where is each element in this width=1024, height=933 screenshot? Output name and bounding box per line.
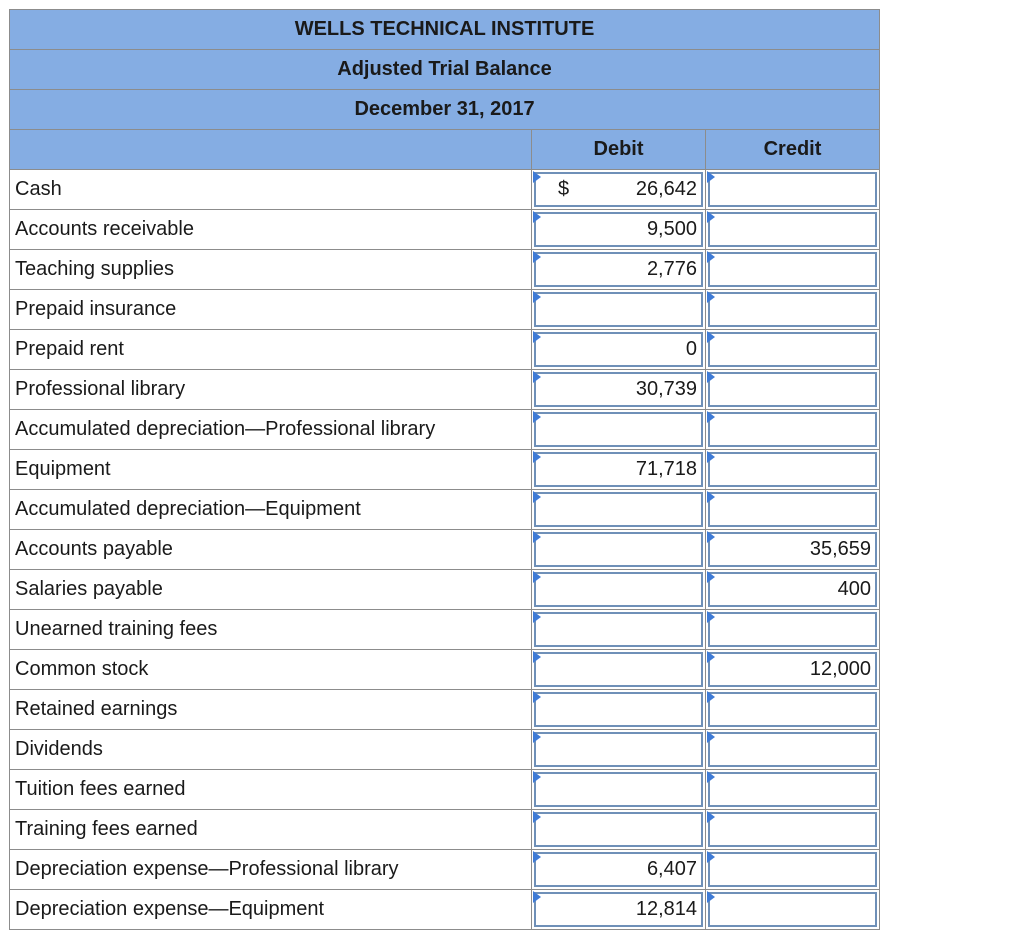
credit-cell [706, 370, 880, 410]
account-name: Depreciation expense—Professional library [10, 850, 532, 890]
debit-input[interactable] [534, 532, 703, 567]
account-name: Accounts receivable [10, 210, 532, 250]
currency-symbol: $ [558, 178, 570, 200]
cell-marker-icon [707, 491, 715, 503]
cell-marker-icon [707, 891, 715, 903]
credit-cell [706, 810, 880, 850]
report-date: December 31, 2017 [10, 90, 880, 130]
debit-cell [532, 770, 706, 810]
table-row [10, 290, 880, 330]
table-row [10, 370, 880, 410]
credit-input[interactable] [708, 412, 877, 447]
table-row [10, 490, 880, 530]
account-name: Equipment [10, 450, 532, 490]
credit-cell [706, 570, 880, 610]
cell-marker-icon [707, 451, 715, 463]
debit-cell [532, 490, 706, 530]
account-name: Common stock [10, 650, 532, 690]
account-name: Accounts payable [10, 530, 532, 570]
credit-input[interactable] [708, 492, 877, 527]
header-row-company [10, 10, 880, 50]
debit-cell [532, 690, 706, 730]
credit-cell [706, 290, 880, 330]
credit-value: 12,000 [809, 658, 872, 680]
table-row [10, 730, 880, 770]
credit-input[interactable] [708, 892, 877, 927]
debit-value: 30,739 [635, 378, 697, 400]
credit-cell [706, 490, 880, 530]
column-header-row [10, 130, 880, 170]
debit-cell [532, 570, 706, 610]
account-name: Prepaid rent [10, 330, 532, 370]
table-row [10, 850, 880, 890]
credit-input[interactable] [708, 692, 877, 727]
table-row [10, 770, 880, 810]
debit-value: 9,500 [646, 218, 697, 240]
debit-value: 71,718 [635, 458, 697, 480]
table-row [10, 650, 880, 690]
cell-marker-icon [533, 811, 541, 823]
cell-marker-icon [707, 571, 715, 583]
debit-input[interactable] [534, 892, 703, 927]
cell-marker-icon [533, 331, 541, 343]
account-name: Training fees earned [10, 810, 532, 850]
cell-marker-icon [533, 451, 541, 463]
debit-input[interactable] [534, 412, 703, 447]
debit-cell [532, 370, 706, 410]
cell-marker-icon [707, 251, 715, 263]
cell-marker-icon [533, 851, 541, 863]
account-name: Depreciation expense—Equipment [10, 890, 532, 930]
debit-value: 0 [685, 338, 697, 360]
cell-marker-icon [533, 291, 541, 303]
table-row [10, 890, 880, 930]
cell-marker-icon [707, 731, 715, 743]
credit-cell [706, 170, 880, 210]
account-name: Dividends [10, 730, 532, 770]
cell-marker-icon [533, 731, 541, 743]
credit-value: 35,659 [809, 538, 872, 560]
debit-cell [532, 610, 706, 650]
account-name: Cash [10, 170, 532, 210]
credit-cell [706, 530, 880, 570]
debit-input[interactable] [534, 692, 703, 727]
cell-marker-icon [707, 611, 715, 623]
cell-marker-icon [707, 771, 715, 783]
credit-cell [706, 690, 880, 730]
account-name: Accumulated depreciation—Professional library [10, 410, 532, 450]
debit-cell [532, 170, 706, 210]
cell-marker-icon [533, 651, 541, 663]
cell-marker-icon [533, 691, 541, 703]
cell-marker-icon [533, 211, 541, 223]
debit-input[interactable] [534, 572, 703, 607]
cell-marker-icon [533, 531, 541, 543]
credit-input[interactable] [708, 372, 877, 407]
debit-input[interactable] [534, 492, 703, 527]
cell-marker-icon [707, 811, 715, 823]
credit-input[interactable] [708, 212, 877, 247]
credit-cell [706, 450, 880, 490]
cell-marker-icon [533, 891, 541, 903]
cell-marker-icon [707, 371, 715, 383]
cell-marker-icon [707, 851, 715, 863]
credit-input[interactable] [708, 532, 877, 567]
account-name: Prepaid insurance [10, 290, 532, 330]
cell-marker-icon [707, 411, 715, 423]
credit-cell [706, 890, 880, 930]
header-row-report [10, 50, 880, 90]
cell-marker-icon [707, 651, 715, 663]
credit-column-header: Credit [706, 130, 880, 170]
debit-input[interactable] [534, 852, 703, 887]
table-row [10, 330, 880, 370]
cell-marker-icon [533, 491, 541, 503]
credit-cell [706, 730, 880, 770]
credit-cell [706, 210, 880, 250]
credit-input[interactable] [708, 572, 877, 607]
table-row [10, 410, 880, 450]
credit-value: 400 [837, 578, 872, 600]
header-row-date [10, 90, 880, 130]
debit-cell [532, 330, 706, 370]
table-row [10, 570, 880, 610]
adjusted-trial-balance-table [9, 9, 880, 930]
account-column-header [10, 130, 532, 170]
table-row [10, 210, 880, 250]
debit-input[interactable] [534, 812, 703, 847]
debit-cell [532, 210, 706, 250]
debit-cell [532, 410, 706, 450]
debit-column-header: Debit [532, 130, 706, 170]
debit-input[interactable] [534, 612, 703, 647]
cell-marker-icon [533, 171, 541, 183]
cell-marker-icon [533, 251, 541, 263]
credit-cell [706, 610, 880, 650]
debit-input[interactable] [534, 292, 703, 327]
debit-cell [532, 810, 706, 850]
credit-cell [706, 250, 880, 290]
cell-marker-icon [533, 571, 541, 583]
credit-input[interactable] [708, 812, 877, 847]
cell-marker-icon [707, 291, 715, 303]
report-title: Adjusted Trial Balance [10, 50, 880, 90]
table-row [10, 610, 880, 650]
cell-marker-icon [533, 411, 541, 423]
credit-input[interactable] [708, 292, 877, 327]
credit-cell [706, 770, 880, 810]
table-row [10, 530, 880, 570]
account-name: Tuition fees earned [10, 770, 532, 810]
debit-cell [532, 850, 706, 890]
cell-marker-icon [707, 171, 715, 183]
debit-input[interactable] [534, 652, 703, 687]
credit-cell [706, 650, 880, 690]
debit-cell [532, 530, 706, 570]
debit-cell [532, 650, 706, 690]
credit-cell [706, 330, 880, 370]
debit-input[interactable] [534, 212, 703, 247]
account-name: Teaching supplies [10, 250, 532, 290]
table-row [10, 450, 880, 490]
debit-value: 12,814 [635, 898, 697, 920]
cell-marker-icon [533, 611, 541, 623]
credit-input[interactable] [708, 332, 877, 367]
debit-cell [532, 290, 706, 330]
credit-input[interactable] [708, 732, 877, 767]
account-name: Professional library [10, 370, 532, 410]
debit-input[interactable] [534, 172, 703, 207]
debit-input[interactable] [534, 252, 703, 287]
credit-input[interactable] [708, 612, 877, 647]
debit-value: 26,642 [635, 178, 697, 200]
table-row [10, 810, 880, 850]
table-row [10, 250, 880, 290]
credit-input[interactable] [708, 852, 877, 887]
credit-input[interactable] [708, 652, 877, 687]
account-name: Unearned training fees [10, 610, 532, 650]
cell-marker-icon [707, 331, 715, 343]
credit-input[interactable] [708, 772, 877, 807]
debit-cell [532, 890, 706, 930]
account-name: Accumulated depreciation—Equipment [10, 490, 532, 530]
credit-input[interactable] [708, 252, 877, 287]
credit-cell [706, 850, 880, 890]
table-row [10, 690, 880, 730]
credit-cell [706, 410, 880, 450]
debit-cell [532, 450, 706, 490]
debit-input[interactable] [534, 732, 703, 767]
cell-marker-icon [533, 771, 541, 783]
debit-value: 2,776 [646, 258, 697, 280]
debit-value: 6,407 [646, 858, 697, 880]
debit-input[interactable] [534, 772, 703, 807]
credit-input[interactable] [708, 172, 877, 207]
table-row [10, 170, 880, 210]
debit-input[interactable] [534, 452, 703, 487]
account-name: Retained earnings [10, 690, 532, 730]
debit-input[interactable] [534, 332, 703, 367]
cell-marker-icon [707, 691, 715, 703]
company-title: WELLS TECHNICAL INSTITUTE [10, 10, 880, 50]
cell-marker-icon [707, 211, 715, 223]
debit-cell [532, 250, 706, 290]
account-name: Salaries payable [10, 570, 532, 610]
cell-marker-icon [533, 371, 541, 383]
debit-input[interactable] [534, 372, 703, 407]
debit-cell [532, 730, 706, 770]
credit-input[interactable] [708, 452, 877, 487]
cell-marker-icon [707, 531, 715, 543]
